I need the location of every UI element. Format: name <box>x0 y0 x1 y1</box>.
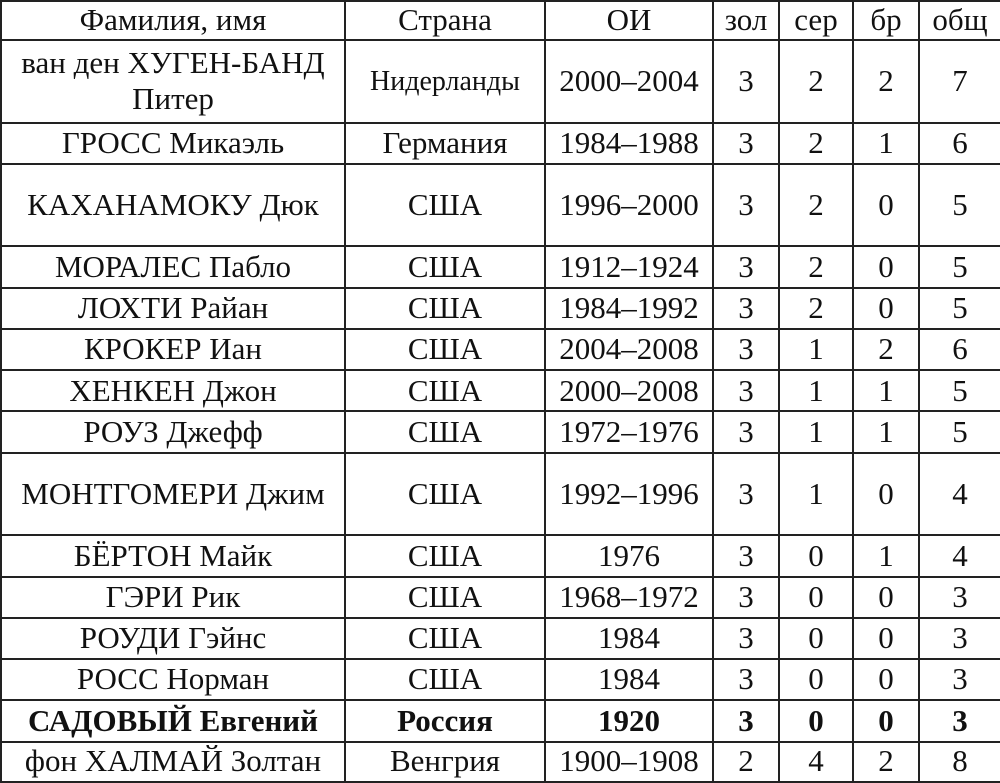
cell-country: США <box>345 329 545 370</box>
cell-silver: 1 <box>779 411 853 452</box>
cell-country: США <box>345 535 545 576</box>
cell-bronze: 1 <box>853 123 919 164</box>
cell-total: 6 <box>919 123 1000 164</box>
cell-country: США <box>345 246 545 287</box>
header-gold: зол <box>713 1 779 40</box>
cell-name: РОУЗ Джефф <box>1 411 345 452</box>
cell-country: Германия <box>345 123 545 164</box>
cell-gold: 3 <box>713 453 779 536</box>
cell-gold: 3 <box>713 288 779 329</box>
cell-years: 1984–1988 <box>545 123 713 164</box>
cell-gold: 2 <box>713 742 779 782</box>
cell-gold: 3 <box>713 535 779 576</box>
cell-total: 4 <box>919 453 1000 536</box>
cell-silver: 1 <box>779 329 853 370</box>
table-row <box>1 40 1000 123</box>
cell-years: 1920 <box>545 700 713 741</box>
cell-bronze: 2 <box>853 329 919 370</box>
cell-total: 6 <box>919 329 1000 370</box>
cell-gold: 3 <box>713 123 779 164</box>
cell-name: ГЭРИ Рик <box>1 577 345 618</box>
cell-name: ЛОХТИ Райан <box>1 288 345 329</box>
header-bronze: бр <box>853 1 919 40</box>
cell-name: фон ХАЛМАЙ Золтан <box>1 742 345 782</box>
cell-years: 1984 <box>545 618 713 659</box>
table-row <box>1 164 1000 247</box>
cell-silver: 0 <box>779 700 853 741</box>
cell-years: 1968–1972 <box>545 577 713 618</box>
cell-silver: 1 <box>779 453 853 536</box>
table-row <box>1 742 1000 782</box>
cell-bronze: 0 <box>853 700 919 741</box>
table-row-highlighted <box>1 700 1000 741</box>
cell-total: 7 <box>919 40 1000 123</box>
cell-name: МОРАЛЕС Пабло <box>1 246 345 287</box>
cell-name: КАХАНАМОКУ Дюк <box>1 164 345 247</box>
cell-gold: 3 <box>713 246 779 287</box>
cell-country: США <box>345 288 545 329</box>
cell-name: КРОКЕР Иан <box>1 329 345 370</box>
cell-silver: 1 <box>779 370 853 411</box>
cell-country: США <box>345 577 545 618</box>
cell-years: 2000–2004 <box>545 40 713 123</box>
header-country: Страна <box>345 1 545 40</box>
header-name: Фамилия, имя <box>1 1 345 40</box>
table-row <box>1 123 1000 164</box>
cell-country: Россия <box>345 700 545 741</box>
cell-years: 1992–1996 <box>545 453 713 536</box>
cell-years: 1996–2000 <box>545 164 713 247</box>
cell-total: 3 <box>919 618 1000 659</box>
cell-gold: 3 <box>713 700 779 741</box>
cell-bronze: 0 <box>853 618 919 659</box>
table-row <box>1 246 1000 287</box>
cell-gold: 3 <box>713 370 779 411</box>
cell-bronze: 0 <box>853 453 919 536</box>
cell-total: 3 <box>919 700 1000 741</box>
cell-years: 1984–1992 <box>545 288 713 329</box>
table-row <box>1 659 1000 700</box>
cell-name: САДОВЫЙ Евгений <box>1 700 345 741</box>
cell-bronze: 2 <box>853 742 919 782</box>
header-row <box>1 1 1000 40</box>
cell-silver: 2 <box>779 123 853 164</box>
cell-gold: 3 <box>713 329 779 370</box>
header-years: ОИ <box>545 1 713 40</box>
cell-country: США <box>345 453 545 536</box>
cell-total: 3 <box>919 577 1000 618</box>
cell-bronze: 0 <box>853 164 919 247</box>
cell-silver: 2 <box>779 288 853 329</box>
table-row <box>1 411 1000 452</box>
cell-country: США <box>345 618 545 659</box>
cell-total: 4 <box>919 535 1000 576</box>
cell-bronze: 1 <box>853 370 919 411</box>
cell-silver: 2 <box>779 246 853 287</box>
cell-silver: 0 <box>779 659 853 700</box>
cell-bronze: 0 <box>853 577 919 618</box>
cell-name: РОУДИ Гэйнс <box>1 618 345 659</box>
cell-total: 8 <box>919 742 1000 782</box>
cell-name: МОНТГОМЕРИ Джим <box>1 453 345 536</box>
cell-total: 3 <box>919 659 1000 700</box>
cell-silver: 2 <box>779 164 853 247</box>
cell-years: 1972–1976 <box>545 411 713 452</box>
cell-bronze: 1 <box>853 411 919 452</box>
table-row <box>1 288 1000 329</box>
cell-years: 1984 <box>545 659 713 700</box>
header-silver: сер <box>779 1 853 40</box>
cell-name: ГРОСС Микаэль <box>1 123 345 164</box>
cell-gold: 3 <box>713 40 779 123</box>
cell-name: ХЕНКЕН Джон <box>1 370 345 411</box>
cell-gold: 3 <box>713 577 779 618</box>
cell-years: 1912–1924 <box>545 246 713 287</box>
cell-total: 5 <box>919 246 1000 287</box>
table-row <box>1 577 1000 618</box>
cell-bronze: 0 <box>853 246 919 287</box>
cell-bronze: 0 <box>853 659 919 700</box>
cell-total: 5 <box>919 370 1000 411</box>
cell-name: РОСС Норман <box>1 659 345 700</box>
cell-country: США <box>345 659 545 700</box>
cell-total: 5 <box>919 411 1000 452</box>
cell-silver: 4 <box>779 742 853 782</box>
table-row <box>1 453 1000 536</box>
cell-years: 2004–2008 <box>545 329 713 370</box>
table-row <box>1 329 1000 370</box>
cell-country: Нидерланды <box>345 40 545 123</box>
cell-gold: 3 <box>713 659 779 700</box>
cell-name: ван ден ХУГЕН-БАНД Питер <box>1 40 345 123</box>
cell-country: США <box>345 370 545 411</box>
cell-gold: 3 <box>713 618 779 659</box>
cell-silver: 0 <box>779 577 853 618</box>
cell-silver: 0 <box>779 535 853 576</box>
cell-country: США <box>345 411 545 452</box>
cell-name: БЁРТОН Майк <box>1 535 345 576</box>
cell-years: 2000–2008 <box>545 370 713 411</box>
cell-silver: 2 <box>779 40 853 123</box>
cell-bronze: 0 <box>853 288 919 329</box>
cell-country: США <box>345 164 545 247</box>
cell-bronze: 2 <box>853 40 919 123</box>
table-row <box>1 370 1000 411</box>
cell-silver: 0 <box>779 618 853 659</box>
cell-gold: 3 <box>713 411 779 452</box>
header-total: общ <box>919 1 1000 40</box>
cell-bronze: 1 <box>853 535 919 576</box>
cell-gold: 3 <box>713 164 779 247</box>
cell-total: 5 <box>919 164 1000 247</box>
cell-total: 5 <box>919 288 1000 329</box>
cell-years: 1900–1908 <box>545 742 713 782</box>
cell-country: Венгрия <box>345 742 545 782</box>
cell-years: 1976 <box>545 535 713 576</box>
table-row <box>1 535 1000 576</box>
table-row <box>1 618 1000 659</box>
